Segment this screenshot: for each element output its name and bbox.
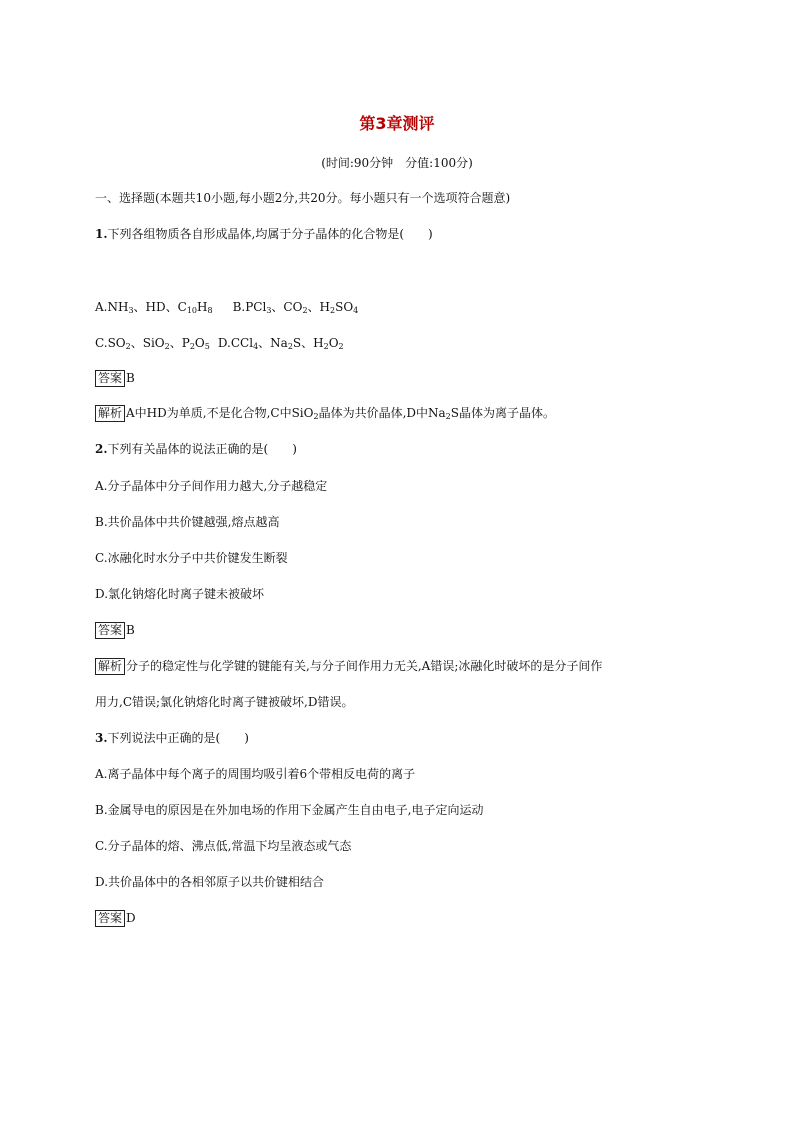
question-number: 1. [95,227,108,241]
section-heading: 一、选择题(本题共10小题,每小题2分,共20分。每小题只有一个选项符合题意) [95,191,511,205]
answer-value: D [126,911,136,925]
question-3-option-d: D.共价晶体中的各相邻原子以共价键相结合 [95,875,325,889]
page-title: 第3章测评 [359,114,435,133]
option-d: D.CCl$_4$、$Na_2S$、$H_2O_2$ [217,336,344,351]
question-1-analysis: 解析 A中HD为单质,不是化合物,C中SiO$_2$晶体为共价晶体,D中$Na_2S$晶体为离子晶体。 [95,405,555,422]
option-c: $C.SO_2$、SiO$_2$、$P_2O_5$ [95,336,210,351]
analysis-tag: 解析 [95,658,125,675]
question-3-stem [95,730,249,746]
question-2-analysis: 解析 分子的稳定性与化学键的键能有关,与分子间作用力无关,A错误;冰融化时破坏的是分子间作 [95,658,602,675]
question-number: 3. [95,731,108,745]
answer-tag: 答案 [95,622,125,639]
question-1-options-cd [95,335,344,351]
analysis-tag: 解析 [95,405,125,422]
answer-tag: 答案 [95,910,125,927]
answer-tag: 答案 [95,370,125,387]
question-number: 2. [95,442,108,456]
question-text: 下列说法中正确的是( ) [107,731,249,745]
question-1-stem [95,226,433,242]
question-3-answer [95,910,136,927]
option-b: B.PCl$_3$、$CO_2$、$H_2SO_4$ [232,300,359,315]
exam-info: (时间:90分钟 分值:100分) [321,156,473,170]
question-3-option-b: B.金属导电的原因是在外加电场的作用下金属产生自由电子,电子定向运动 [95,803,484,817]
question-2-option-a: A.分子晶体中分子间作用力越大,分子越稳定 [95,479,328,493]
question-2-analysis-continued: 用力,C错误;氯化钠熔化时离子键被破坏,D错误。 [95,695,354,709]
question-text: 下列有关晶体的说法正确的是( ) [107,442,297,456]
question-2-answer [95,622,135,639]
question-2-stem [95,441,297,457]
question-3-option-a: A.离子晶体中每个离子的周围均吸引着6个带相反电荷的离子 [95,767,416,781]
question-1-options-ab [95,299,358,315]
answer-value: B [126,371,135,385]
question-2-option-d: D.氯化钠熔化时离子键未被破坏 [95,587,265,601]
question-1-answer [95,370,135,387]
option-a: $A.NH_3$、HD、$C_{10}H_8$ [95,300,213,315]
question-2-option-b: B.共价晶体中共价键越强,熔点越高 [95,515,280,529]
question-2-option-c: C.冰融化时水分子中共价键发生断裂 [95,551,288,565]
question-3-option-c: C.分子晶体的熔、沸点低,常温下均呈液态或气态 [95,839,352,853]
question-text: 下列各组物质各自形成晶体,均属于分子晶体的化合物是( ) [107,227,433,241]
answer-value: B [126,623,135,637]
